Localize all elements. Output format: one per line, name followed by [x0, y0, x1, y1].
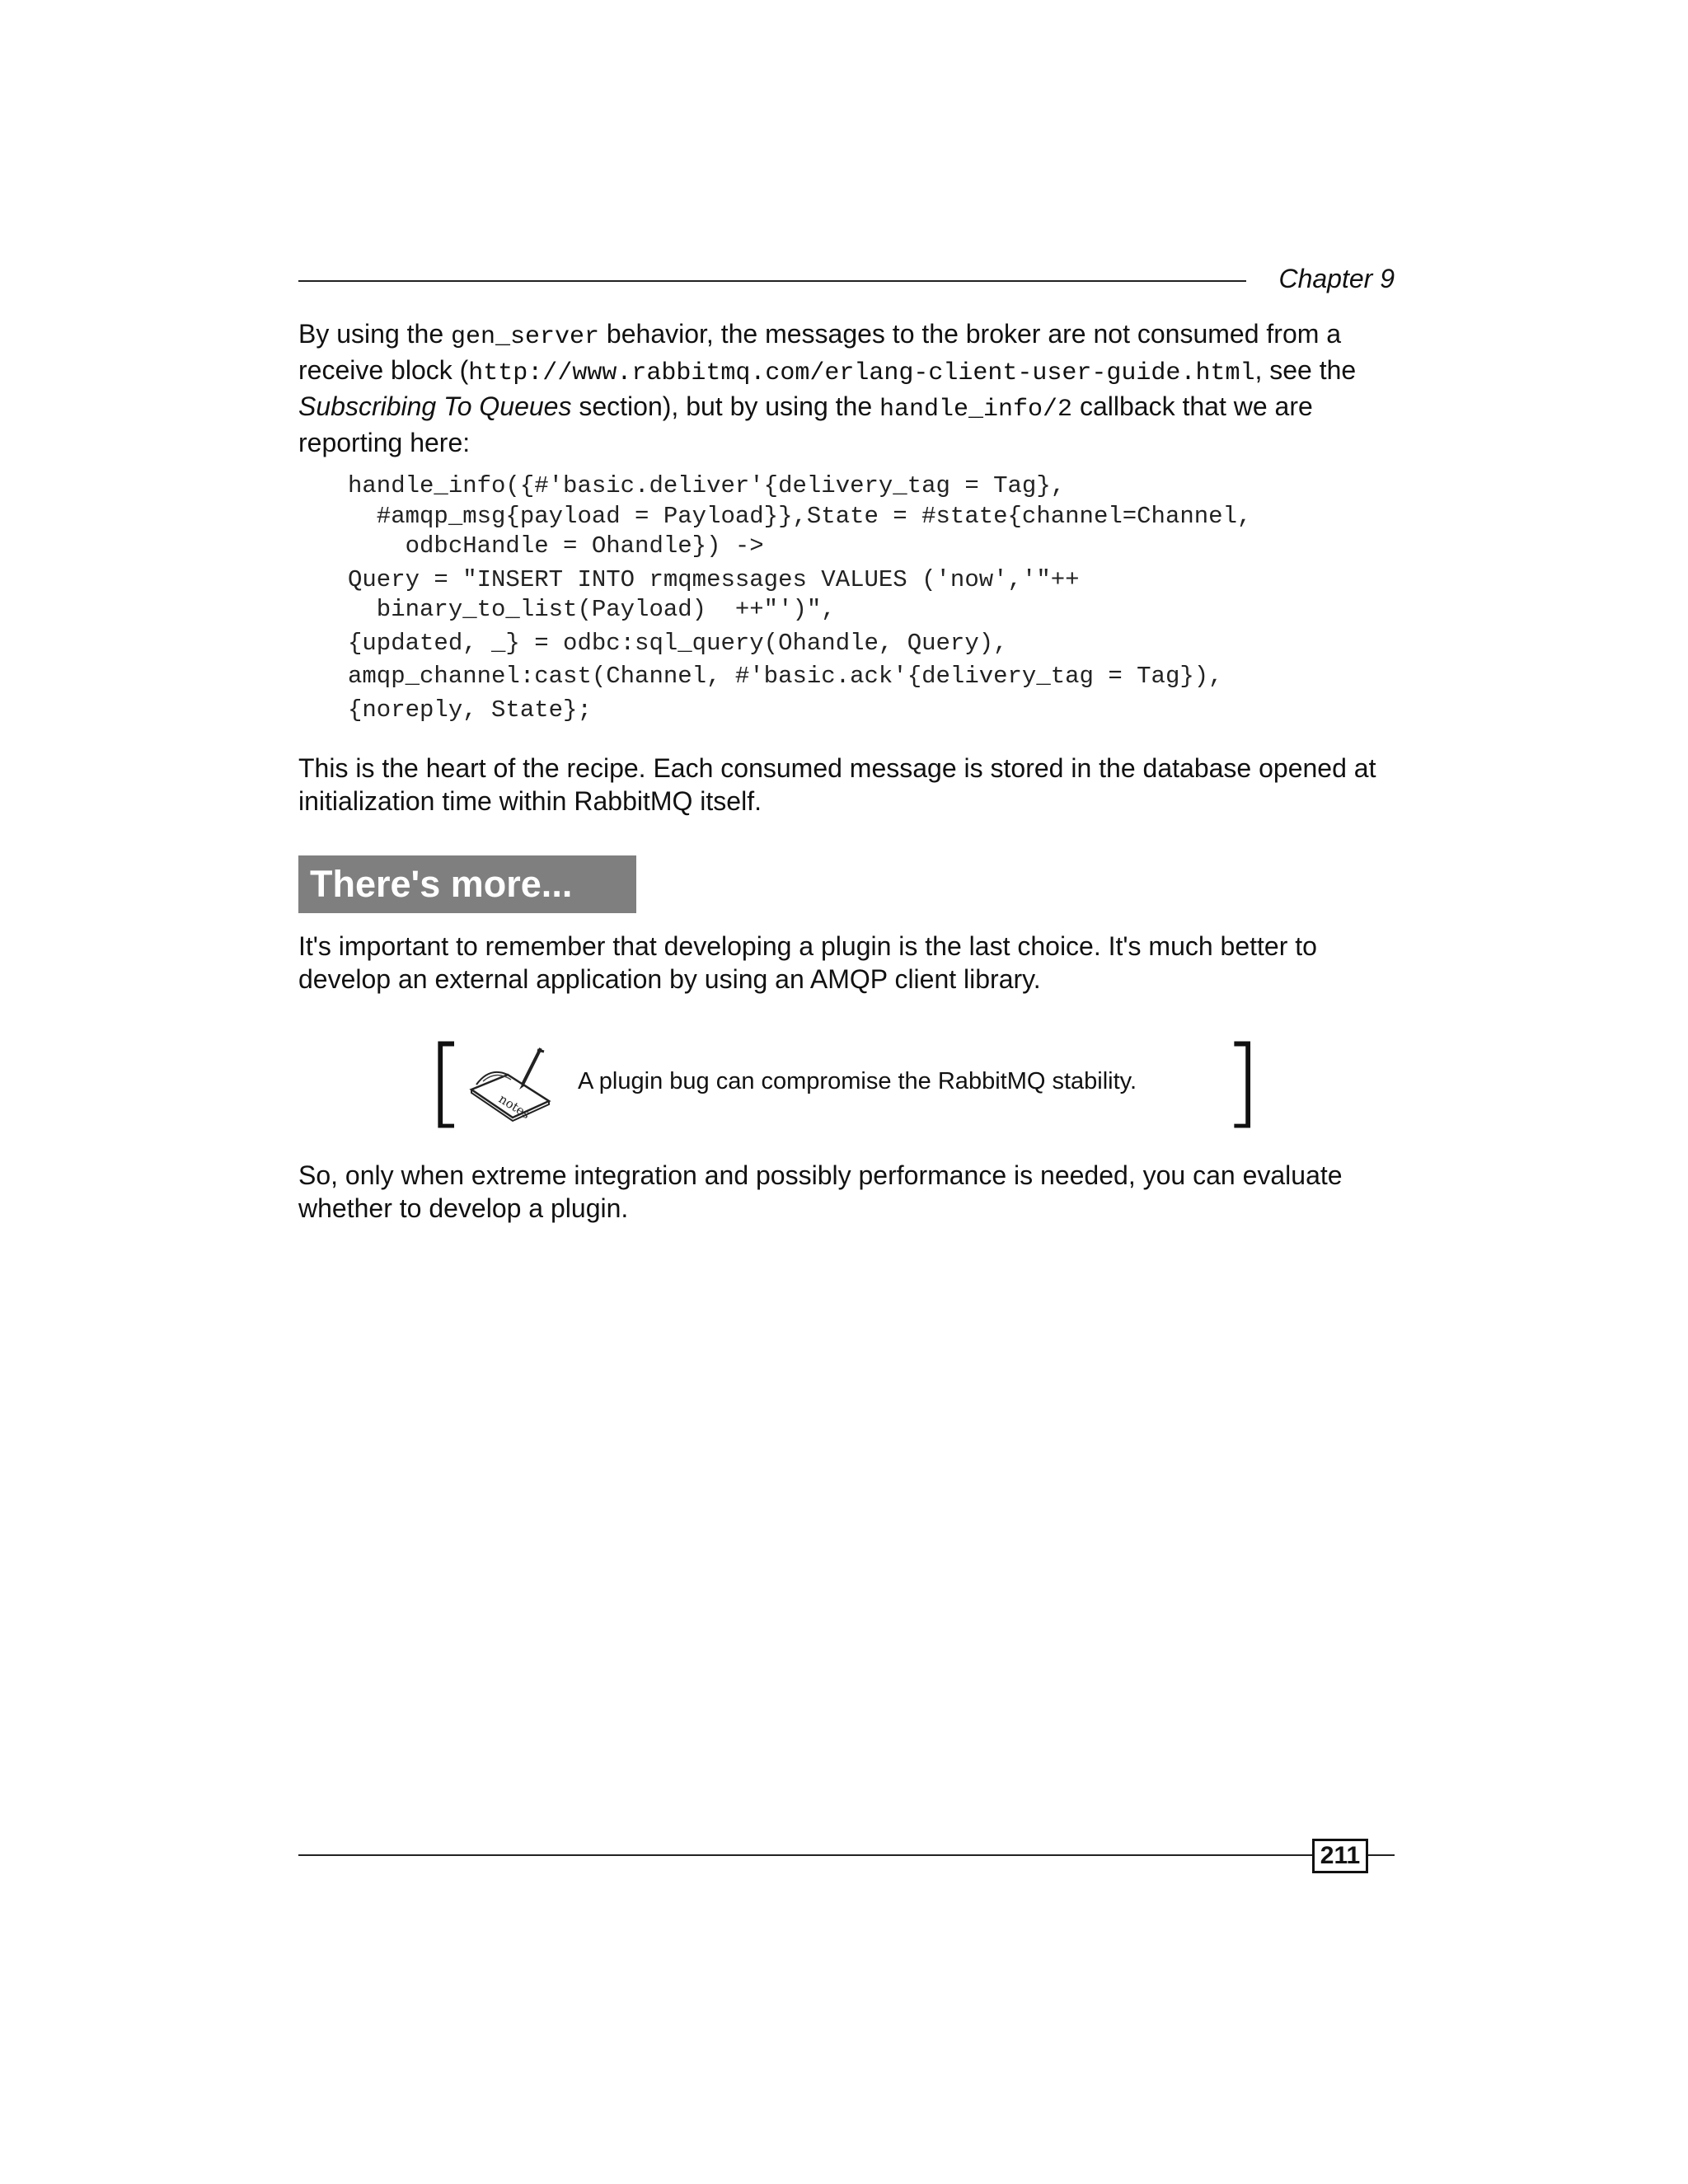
notes-icon [465, 1042, 556, 1124]
paragraph-heart-of-recipe: This is the heart of the recipe. Each consumed message is stored in the database opened at initialization time within RabbitMQ itself. [298, 753, 1376, 816]
page-number: 211 [1312, 1839, 1368, 1873]
code-line: amqp_channel:cast(Channel, #'basic.ack'{delivery_tag = Tag}), [348, 663, 1223, 690]
code-line: Query = "INSERT INTO rmqmessages VALUES ('now','"++ [348, 565, 1080, 593]
paragraph-intro [298, 317, 1395, 459]
code-line: {noreply, State}; [348, 696, 592, 724]
intro-text-3: , see the [1254, 355, 1357, 385]
section-heading-box [298, 855, 636, 913]
inline-code-handle-info: handle_info/2 [879, 396, 1073, 424]
paragraph-plugin-last-choice: It's important to remember that developing a plugin is the last choice. It's much better to develop an external application by using an AMQP client library. [298, 931, 1317, 994]
left-bracket: [ [427, 1024, 466, 1138]
intro-text-4: section), but by using the [571, 391, 880, 421]
intro-text-5: callback that we are reporting here: [298, 391, 1313, 457]
code-line: odbcHandle = Ohandle}) -> [348, 532, 764, 560]
code-line: #amqp_msg{payload = Payload}},State = #state{channel=Channel, [348, 502, 1252, 530]
header-rule [298, 280, 1246, 282]
right-bracket: ] [1222, 1024, 1261, 1138]
note-box [427, 1024, 1261, 1138]
code-line: handle_info({#'basic.deliver'{delivery_tag = Tag}, [348, 472, 1066, 499]
running-header [298, 259, 1395, 298]
note-text: A plugin bug can compromise the RabbitMQ stability. [578, 1068, 1137, 1094]
footer-rule [298, 1854, 1395, 1856]
section-reference: Subscribing To Queues [298, 391, 572, 421]
inline-code-gen-server: gen_server [451, 323, 600, 351]
intro-text-1: By using the [298, 319, 451, 349]
intro-text-2: behavior, the messages to the broker are not consumed from a receive block ( [298, 319, 1342, 385]
code-block [348, 471, 1251, 725]
erlang-client-guide-link[interactable]: http://www.rabbitmq.com/erlang-client-user-guide.html [468, 359, 1255, 387]
code-line: binary_to_list(Payload) ++"')", [348, 596, 836, 623]
paragraph-evaluate-plugin: So, only when extreme integration and possibly performance is needed, you can evaluate whether to develop a plugin. [298, 1160, 1343, 1223]
section-heading: There's more... [310, 863, 573, 905]
svg-text:notes: notes [495, 1091, 533, 1122]
chapter-label: Chapter 9 [1278, 264, 1395, 293]
code-line: {updated, _} = odbc:sql_query(Ohandle, Query), [348, 629, 1008, 657]
